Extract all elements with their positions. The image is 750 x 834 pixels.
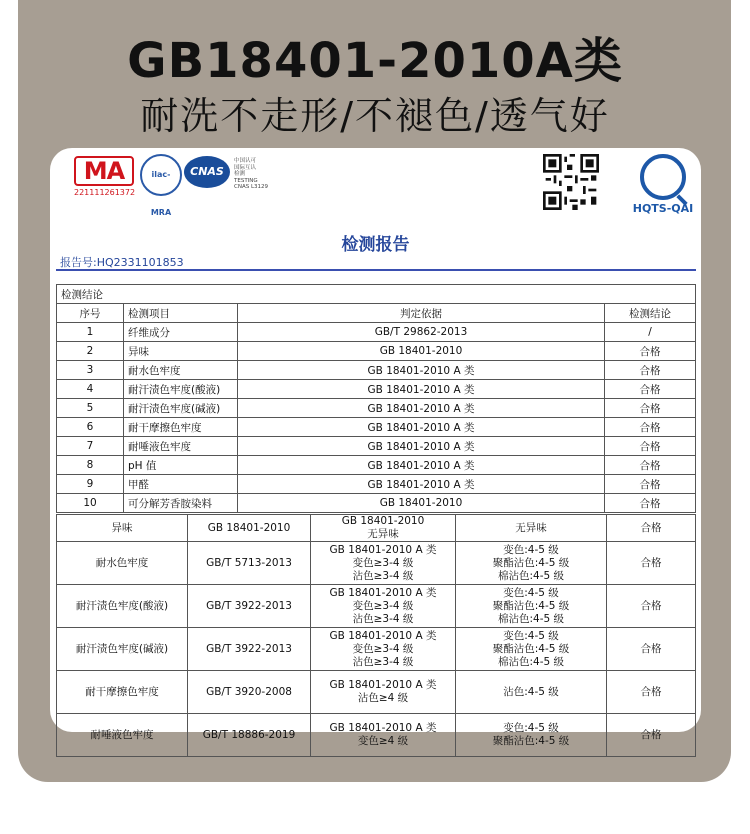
detail-line: 变色≥3-4 级 xyxy=(352,599,414,612)
detail-cell xyxy=(311,628,456,671)
summary-cell: 耐干摩擦色牢度 xyxy=(124,418,238,437)
hqts-logo xyxy=(628,154,698,215)
cnas-line: CNAS L3129 xyxy=(234,184,269,190)
detail-cell: GB 18401-2010 xyxy=(188,515,311,542)
magnifier-globe-icon xyxy=(640,154,686,200)
summary-cell: 6 xyxy=(57,418,124,437)
cma-number: 221111261372 xyxy=(74,188,136,197)
summary-row xyxy=(57,456,696,475)
detail-cell: 合格 xyxy=(607,585,696,628)
detail-cell xyxy=(456,585,607,628)
detail-cell xyxy=(311,542,456,585)
summary-cell: 异味 xyxy=(124,342,238,361)
summary-cell: 耐汗渍色牢度(碱液) xyxy=(124,399,238,418)
summary-cell: GB 18401-2010 A 类 xyxy=(238,437,605,456)
header-cell: 判定依据 xyxy=(238,304,605,323)
detail-cell xyxy=(311,515,456,542)
detail-line: GB 18401-2010 A 类 xyxy=(329,543,437,556)
summary-row xyxy=(57,323,696,342)
summary-row xyxy=(57,380,696,399)
detail-line: 沾色≥3-4 级 xyxy=(352,612,414,625)
summary-cell: 合格 xyxy=(605,456,696,475)
summary-cell: 合格 xyxy=(605,399,696,418)
logo-bar xyxy=(50,148,701,228)
summary-row xyxy=(57,437,696,456)
detail-line: GB 18401-2010 A 类 xyxy=(329,629,437,642)
detail-cell xyxy=(311,714,456,757)
summary-cell: GB 18401-2010 xyxy=(238,494,605,513)
detail-line: 棉沾色:4-5 级 xyxy=(497,655,565,668)
detail-row xyxy=(57,628,696,671)
detail-row xyxy=(57,515,696,542)
summary-row xyxy=(57,418,696,437)
detail-cell xyxy=(456,714,607,757)
summary-cell: 10 xyxy=(57,494,124,513)
detail-cell: GB/T 3920-2008 xyxy=(188,671,311,714)
summary-cell: GB 18401-2010 A 类 xyxy=(238,418,605,437)
detail-line: GB 18401-2010 A 类 xyxy=(329,722,437,734)
detail-cell: 异味 xyxy=(57,515,188,542)
cnas-line: 中国认可 xyxy=(234,158,257,164)
summary-row xyxy=(57,494,696,513)
detail-cell: 耐汗渍色牢度(碱液) xyxy=(57,628,188,671)
summary-cell: 合格 xyxy=(605,475,696,494)
detail-line: 聚酯沾色:4-5 级 xyxy=(492,556,570,569)
detail-line: 聚酯沾色:4-5 级 xyxy=(492,599,570,612)
summary-cell: 8 xyxy=(57,456,124,475)
detail-cell: GB/T 18886-2019 xyxy=(188,714,311,757)
detail-cell: 合格 xyxy=(607,628,696,671)
ilac-mra-logo: ilac-MRA xyxy=(140,154,182,196)
summary-cell: 2 xyxy=(57,342,124,361)
cnas-logo: CNAS xyxy=(184,156,230,188)
detail-row xyxy=(57,714,696,757)
detail-line: 变色≥4 级 xyxy=(357,735,409,747)
summary-cell: GB 18401-2010 A 类 xyxy=(238,475,605,494)
summary-cell: 纤维成分 xyxy=(124,323,238,342)
header-cell: 检测结论 xyxy=(605,304,696,323)
summary-cell: / xyxy=(605,323,696,342)
detail-line: 无异味 xyxy=(367,528,399,540)
summary-cell: GB 18401-2010 A 类 xyxy=(238,380,605,399)
detail-line: 变色:4-5 级 xyxy=(503,722,559,734)
summary-cell: 合格 xyxy=(605,437,696,456)
detail-line: 棉沾色:4-5 级 xyxy=(497,569,565,582)
summary-caption-row xyxy=(57,285,696,304)
detail-cell xyxy=(456,515,607,542)
summary-cell: 可分解芳香胺染料 xyxy=(124,494,238,513)
detail-line: 棉沾色:4-5 级 xyxy=(497,612,565,625)
detail-row xyxy=(57,671,696,714)
detail-cell: 合格 xyxy=(607,515,696,542)
summary-cell: 合格 xyxy=(605,342,696,361)
detail-line: 变色:4-5 级 xyxy=(503,586,559,599)
detail-cell: 耐干摩擦色牢度 xyxy=(57,671,188,714)
detail-line: 沾色≥3-4 级 xyxy=(352,569,414,582)
summary-cell: GB 18401-2010 A 类 xyxy=(238,399,605,418)
cma-logo xyxy=(74,156,134,197)
detail-cell xyxy=(456,628,607,671)
summary-cell: 3 xyxy=(57,361,124,380)
qr-code-icon xyxy=(543,154,599,210)
summary-row xyxy=(57,475,696,494)
detail-cell xyxy=(311,585,456,628)
cnas-line: TESTING xyxy=(234,177,258,184)
summary-cell: 5 xyxy=(57,399,124,418)
page-subtitle: 耐洗不走形/不褪色/透气好 xyxy=(140,94,610,138)
detail-cell xyxy=(456,671,607,714)
detail-cell: 合格 xyxy=(607,542,696,585)
report-title: 检测报告 xyxy=(341,235,410,255)
summary-cell: 9 xyxy=(57,475,124,494)
cma-mark: MA xyxy=(74,156,134,186)
cnas-caption xyxy=(234,158,268,191)
detail-cell: 耐水色牢度 xyxy=(57,542,188,585)
header-cell: 检测项目 xyxy=(124,304,238,323)
detail-cell xyxy=(311,671,456,714)
detail-line: 无异味 xyxy=(515,521,547,534)
page-title: GB18401-2010A类 xyxy=(127,33,623,89)
summary-cell: GB 18401-2010 xyxy=(238,342,605,361)
report-number: 报告号:HQ2331101853 xyxy=(60,256,184,269)
detail-cell: GB/T 3922-2013 xyxy=(188,585,311,628)
summary-row xyxy=(57,399,696,418)
detail-line: GB 18401-2010 A 类 xyxy=(329,679,437,691)
summary-cell: GB/T 29862-2013 xyxy=(238,323,605,342)
detail-line: 沾色:4-5 级 xyxy=(503,685,559,698)
detail-cell: GB/T 3922-2013 xyxy=(188,628,311,671)
detail-line: 沾色≥4 级 xyxy=(357,692,409,704)
summary-cell: 耐水色牢度 xyxy=(124,361,238,380)
cnas-line: 国际互认 xyxy=(234,164,257,171)
summary-header-row xyxy=(57,304,696,323)
summary-table xyxy=(56,284,696,513)
summary-row xyxy=(57,361,696,380)
cnas-line: 检测 xyxy=(234,171,246,177)
summary-row xyxy=(57,342,696,361)
summary-cell: 甲醛 xyxy=(124,475,238,494)
header-cell: 序号 xyxy=(57,304,124,323)
summary-cell: pH 值 xyxy=(124,456,238,475)
detail-line: 变色≥3-4 级 xyxy=(352,642,414,655)
detail-line: GB 18401-2010 A 类 xyxy=(329,586,437,599)
summary-cell: 合格 xyxy=(605,494,696,513)
detail-line: 聚酯沾色:4-5 级 xyxy=(492,642,570,655)
detail-cell: 耐汗渍色牢度(酸液) xyxy=(57,585,188,628)
summary-cell: 耐汗渍色牢度(酸液) xyxy=(124,380,238,399)
summary-cell: 7 xyxy=(57,437,124,456)
detail-line: 变色≥3-4 级 xyxy=(352,556,414,569)
detail-cell: 合格 xyxy=(607,671,696,714)
detail-line: 变色:4-5 级 xyxy=(503,629,559,642)
summary-cell: 1 xyxy=(57,323,124,342)
summary-caption: 检测结论 xyxy=(57,285,696,304)
detail-cell: 合格 xyxy=(607,714,696,757)
summary-cell: 合格 xyxy=(605,380,696,399)
summary-cell: 合格 xyxy=(605,418,696,437)
summary-cell: 合格 xyxy=(605,361,696,380)
detail-cell xyxy=(456,542,607,585)
summary-cell: GB 18401-2010 A 类 xyxy=(238,456,605,475)
detail-line: 变色:4-5 级 xyxy=(503,543,559,556)
summary-cell: GB 18401-2010 A 类 xyxy=(238,361,605,380)
report-card xyxy=(50,148,701,747)
title-divider xyxy=(56,269,696,271)
detail-cell: 耐唾液色牢度 xyxy=(57,714,188,757)
detail-table xyxy=(56,514,696,757)
summary-cell: 4 xyxy=(57,380,124,399)
detail-line: GB 18401-2010 xyxy=(341,515,425,527)
summary-cell: 耐唾液色牢度 xyxy=(124,437,238,456)
detail-row xyxy=(57,542,696,585)
detail-line: 沾色≥3-4 级 xyxy=(352,655,414,668)
detail-cell: GB/T 5713-2013 xyxy=(188,542,311,585)
detail-line: 聚酯沾色:4-5 级 xyxy=(492,735,570,747)
detail-row xyxy=(57,585,696,628)
hqts-label: HQTS-QAI xyxy=(632,202,694,215)
